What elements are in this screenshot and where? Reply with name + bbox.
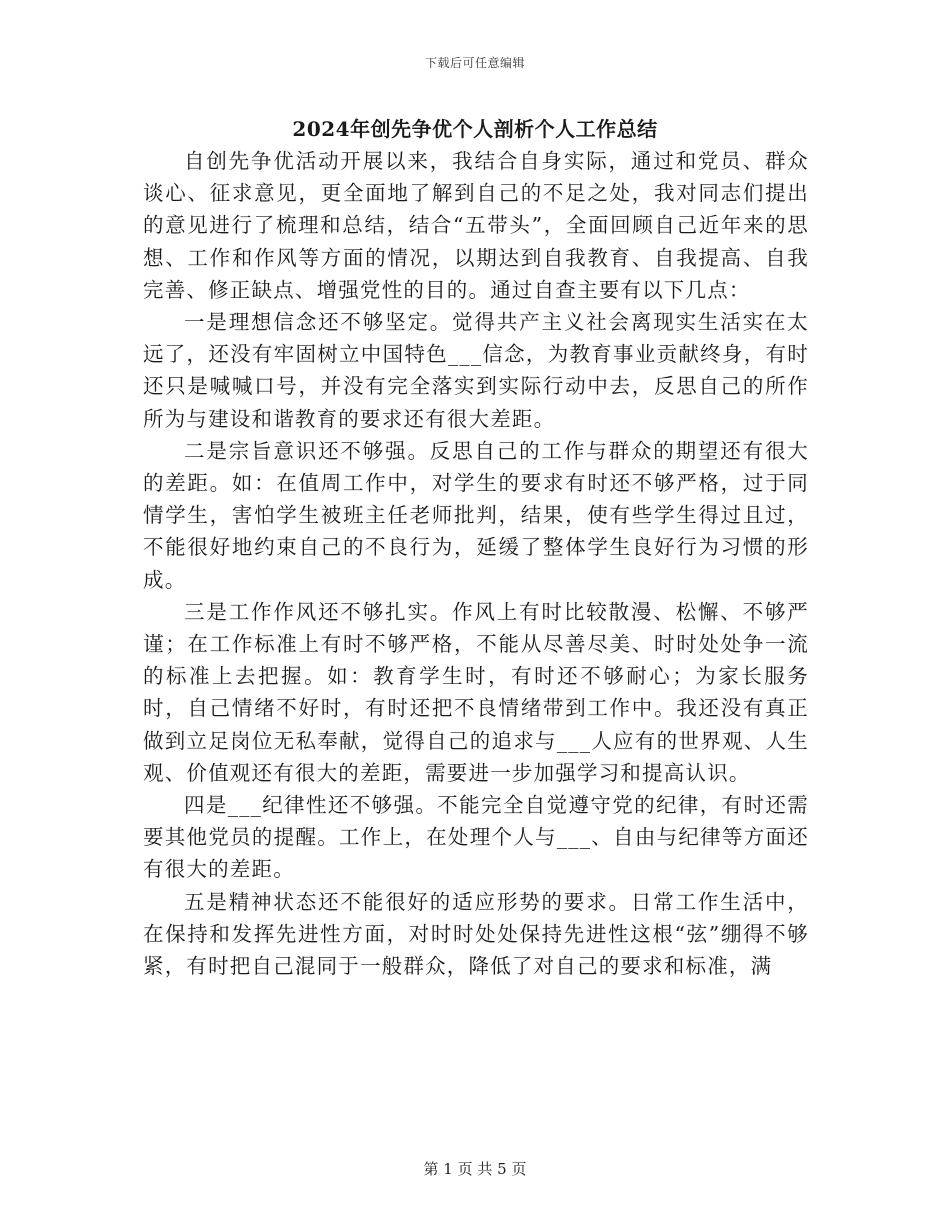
paragraph-point-1: 一是理想信念还不够坚定。觉得共产主义社会离现实生活实在太远了，还没有牢固树立中国特色___信念，为教育事业贡献终身，有时还只是喊喊口号，并没有完全落实到实际行动中去，反思自己的所作所为与建设和谐教育的要求还有很大差距。 bbox=[143, 310, 809, 431]
paragraph-point-2: 二是宗旨意识还不够强。反思自己的工作与群众的期望还有很大的差距。如：在值周工作中，对学生的要求有时还不够严格，过于同情学生，害怕学生被班主任老师批判，结果，使有些学生得过且过，不能很好地约束自己的不良行为，延缓了整体学生良好行为习惯的形成。 bbox=[143, 438, 809, 592]
document-body bbox=[143, 145, 809, 982]
paragraph-point-4: 四是___纪律性还不够强。不能完全自觉遵守党的纪律，有时还需要其他党员的提醒。工作上，在处理个人与___、自由与纪律等方面还有很大的差距。 bbox=[143, 793, 809, 882]
page-number: 第 1 页 共 5 页 bbox=[423, 1160, 527, 1178]
header-note: 下载后可任意编辑 bbox=[424, 56, 525, 70]
paragraph-point-3: 三是工作作风还不够扎实。作风上有时比较散漫、松懈、不够严谨；在工作标准上有时不够严格，不能从尽善尽美、时时处处争一流的标准上去把握。如：教育学生时，有时还不够耐心；为家长服务时，自己情绪不好时，有时还把不良情绪带到工作中。我还没有真正做到立足岗位无私奉献，觉得自己的追求与___人应有的世界观、人生观、价值观还有很大的差距，需要进一步加强学习和提高认识。 bbox=[143, 599, 809, 785]
document-title: 2024年创先争优个人剖析个人工作总结 bbox=[292, 117, 658, 141]
paragraph-intro: 自创先争优活动开展以来，我结合自身实际，通过和党员、群众谈心、征求意见，更全面地了解到自己的不足之处，我对同志们提出的意见进行了梳理和总结，结合“五带头”，全面回顾自己近年来的思想、工作和作风等方面的情况，以期达到自我教育、自我提高、自我完善、修正缺点、增强党性的目的。通过自查主要有以下几点： bbox=[143, 149, 809, 302]
paragraph-point-5: 五是精神状态还不能很好的适应形势的要求。日常工作生活中，在保持和发挥先进性方面，对时时处处保持先进性这根“弦”绷得不够紧，有时把自己混同于一般群众，降低了对自己的要求和标准，满 bbox=[143, 889, 809, 979]
